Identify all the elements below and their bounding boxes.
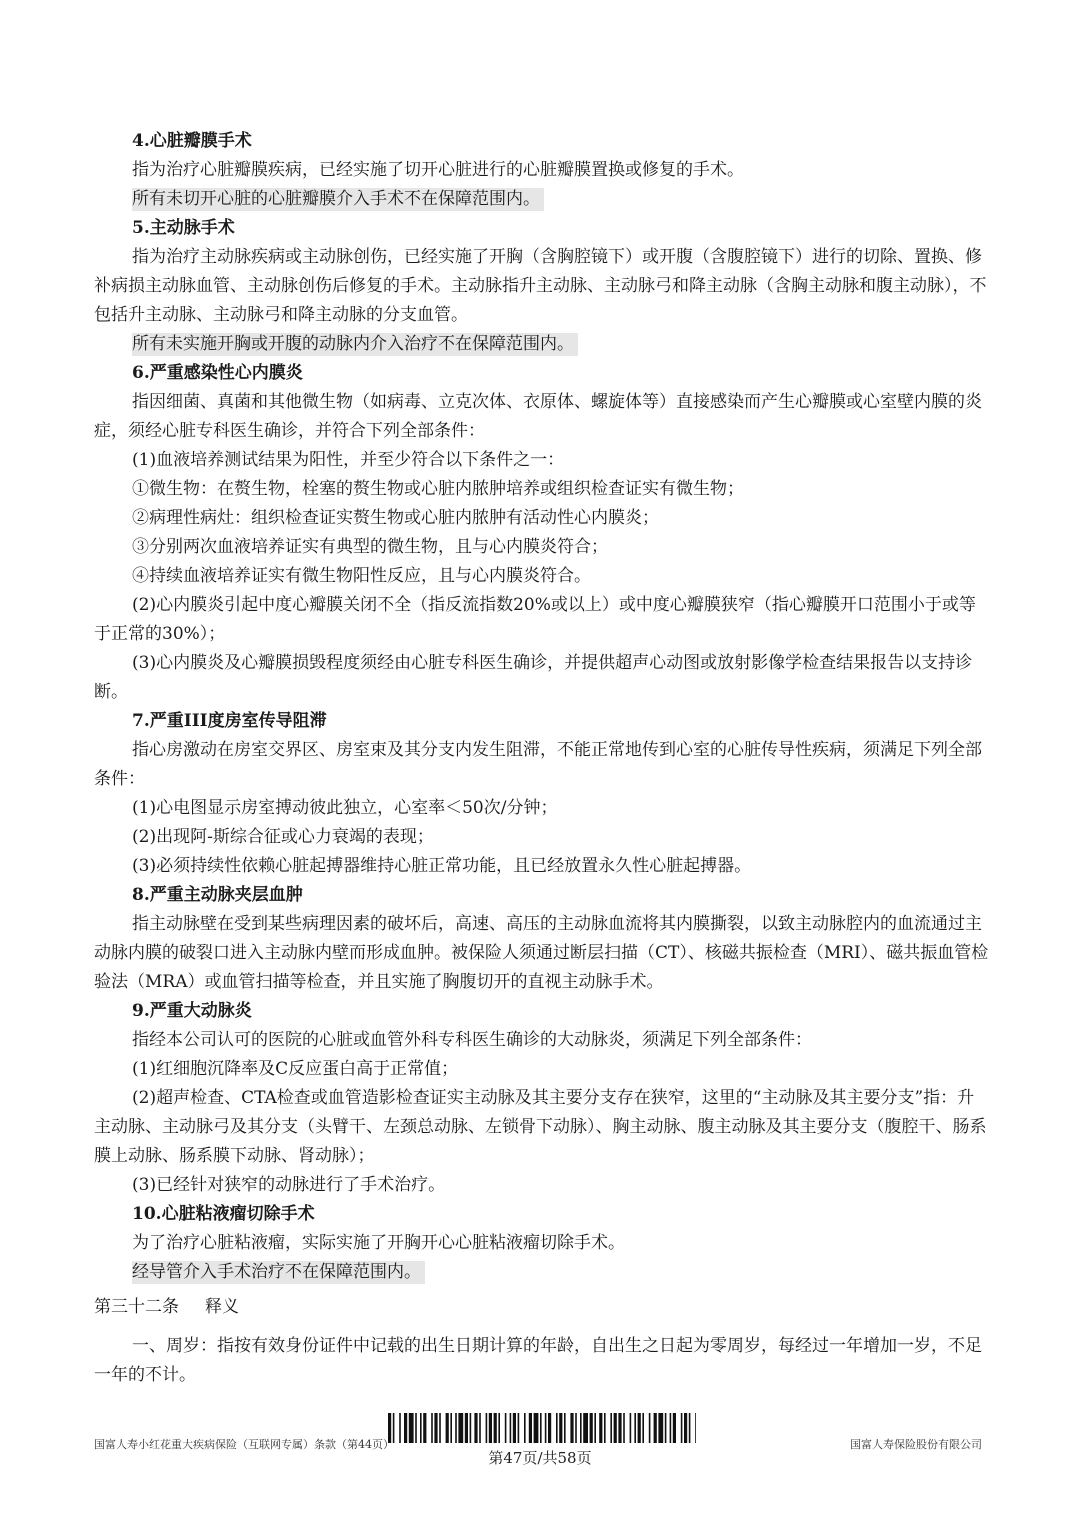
condition-item: (3)必须持续性依赖心脏起搏器维持心脏正常功能，且已经放置永久性心脏起搏器。 bbox=[132, 856, 752, 876]
section-heading: 4.心脏瓣膜手术 bbox=[132, 131, 252, 151]
section-paragraph: 指经本公司认可的医院的心脏或血管外科专科医生确诊的大动脉炎，须满足下列全部条件： bbox=[132, 1030, 812, 1050]
section-paragraph: 指主动脉壁在受到某些病理因素的破坏后，高速、高压的主动脉血流将其内膜撕裂，以致主动脉腔内的血流通过主动脉内膜的破裂口进入主动脉内壁而形成血肿。被保险人须通过断层扫描（CT）、核磁共振检查（MRI）、磁共振血管检验法（MRA）或血管扫描等检查，并且实施了胸腹切开的直视主动脉手术。 bbox=[94, 914, 989, 992]
condition-item: (1)心电图显示房室搏动彼此独立，心室率＜50次/分钟； bbox=[132, 798, 558, 818]
condition-item: (1)红细胞沉降率及C反应蛋白高于正常值； bbox=[132, 1059, 459, 1079]
section-paragraph: 指心房激动在房室交界区、房室束及其分支内发生阻滞，不能正常地传到心室的心脏传导性疾病，须满足下列全部条件： bbox=[94, 740, 982, 789]
condition-item: (3)已经针对狭窄的动脉进行了手术治疗。 bbox=[132, 1175, 446, 1195]
condition-item: (2)出现阿-斯综合征或心力衰竭的表现； bbox=[132, 827, 434, 847]
section-heading: 8.严重主动脉夹层血肿 bbox=[132, 885, 303, 905]
condition-item: ①微生物：在赘生物，栓塞的赘生物或心脏内脓肿培养或组织检查证实有微生物； bbox=[132, 479, 744, 499]
section-paragraph: 指因细菌、真菌和其他微生物（如病毒、立克次体、衣原体、螺旋体等）直接感染而产生心瓣膜或心室壁内膜的炎症，须经心脏专科医生确诊，并符合下列全部条件： bbox=[94, 392, 982, 441]
condition-item: ④持续血液培养证实有微生物阳性反应，且与心内膜炎符合。 bbox=[132, 566, 591, 586]
condition-item: ②病理性病灶：组织检查证实赘生物或心脏内脓肿有活动性心内膜炎； bbox=[132, 508, 659, 528]
section-heading: 9.严重大动脉炎 bbox=[132, 1001, 252, 1021]
section-paragraph: 为了治疗心脏粘液瘤，实际实施了开胸开心心脏粘液瘤切除手术。 bbox=[132, 1233, 625, 1253]
article-heading bbox=[94, 1293, 990, 1322]
barcode-icon bbox=[388, 1413, 696, 1443]
condition-item: (2)心内膜炎引起中度心瓣膜关闭不全（指反流指数20%或以上）或中度心瓣膜狭窄（指心瓣膜开口范围小于或等于正常的30%）； bbox=[94, 595, 976, 644]
section-heading: 10.心脏粘液瘤切除手术 bbox=[132, 1204, 315, 1224]
section-heading: 7.严重III度房室传导阻滞 bbox=[132, 711, 327, 731]
document-body bbox=[94, 127, 990, 1390]
article-title: 释义 bbox=[205, 1297, 239, 1317]
condition-item: ③分别两次血液培养证实有典型的微生物，且与心内膜炎符合； bbox=[132, 537, 608, 557]
section-heading: 6.严重感染性心内膜炎 bbox=[132, 363, 303, 383]
section-paragraph: 指为治疗主动脉疾病或主动脉创伤，已经实施了开胸（含胸腔镜下）或开腹（含腹腔镜下）进行的切除、置换、修补病损主动脉血管、主动脉创伤后修复的手术。主动脉指升主动脉、主动脉弓和降主动脉（含胸主动脉和腹主动脉），不包括升主动脉、主动脉弓和降主动脉的分支血管。 bbox=[94, 247, 987, 325]
article-number: 第三十二条 bbox=[94, 1297, 179, 1317]
condition-item: (2)超声检查、CTA检查或血管造影检查证实主动脉及其主要分支存在狭窄，这里的“主动脉及其主要分支”指：升主动脉、主动脉弓及其分支（头臂干、左颈总动脉、左锁骨下动脉）、胸主动脉、腹主动脉及其主要分支（腹腔干、肠系膜上动脉、肠系膜下动脉、肾动脉）； bbox=[94, 1088, 987, 1166]
definition-paragraph: 一、周岁：指按有效身份证件中记载的出生日期计算的年龄，自出生之日起为零周岁，每经过一年增加一岁，不足一年的不计。 bbox=[94, 1336, 982, 1385]
footer-company: 国富人寿保险股份有限公司 bbox=[850, 1438, 982, 1451]
condition-item: (1)血液培养测试结果为阳性，并至少符合以下条件之一： bbox=[132, 450, 565, 470]
exclusion-highlight: 所有未切开心脏的心脏瓣膜介入手术不在保障范围内。 bbox=[132, 188, 544, 211]
exclusion-highlight: 所有未实施开胸或开腹的动脉内介入治疗不在保障范围内。 bbox=[132, 333, 578, 356]
page-number: 第47页/共58页 bbox=[488, 1449, 592, 1467]
section-heading: 5.主动脉手术 bbox=[132, 218, 235, 238]
footer-document-title: 国富人寿小红花重大疾病保险（互联网专属）条款（第44页） bbox=[94, 1438, 394, 1451]
exclusion-highlight: 经导管介入手术治疗不在保障范围内。 bbox=[132, 1261, 425, 1284]
section-paragraph: 指为治疗心脏瓣膜疾病，已经实施了切开心脏进行的心脏瓣膜置换或修复的手术。 bbox=[132, 160, 744, 180]
condition-item: (3)心内膜炎及心瓣膜损毁程度须经由心脏专科医生确诊，并提供超声心动图或放射影像学检查结果报告以支持诊断。 bbox=[94, 653, 973, 702]
